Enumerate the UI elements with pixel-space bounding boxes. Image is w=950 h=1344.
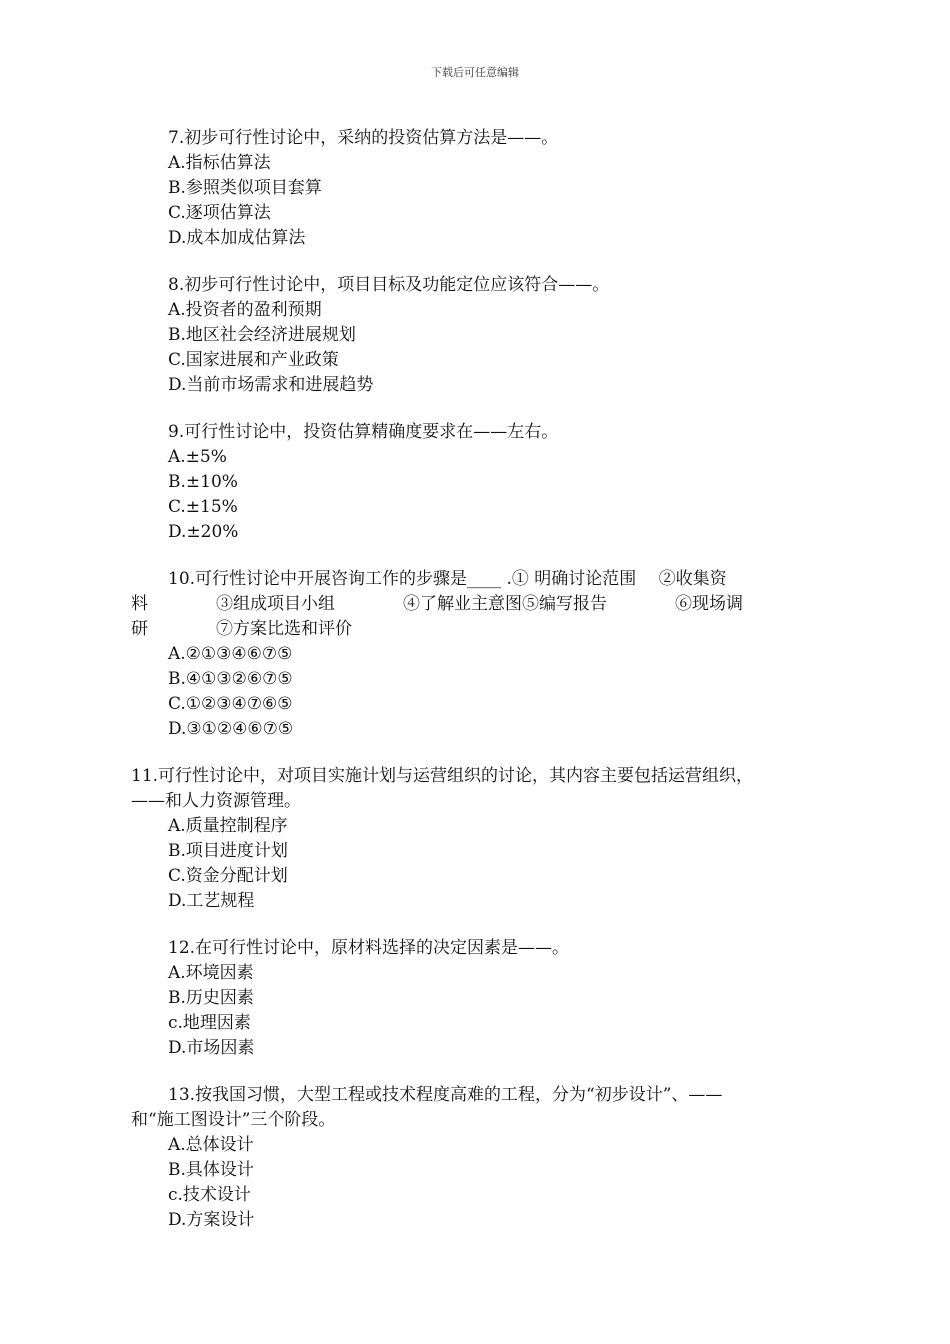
question-11 <box>131 764 821 914</box>
question-stem: 8.初步可行性讨论中，项目目标及功能定位应该符合——。 <box>168 275 610 295</box>
page-header: 下载后可任意编辑 <box>431 66 519 79</box>
document-body <box>131 126 821 1233</box>
option-d: D.当前市场需求和进展趋势 <box>168 375 374 395</box>
option-b: B.参照类似项目套算 <box>168 178 322 198</box>
question-stem-line-2: ——和人力资源管理。 <box>131 791 301 811</box>
option-d: D.工艺规程 <box>168 891 255 911</box>
option-d: D.市场因素 <box>168 1038 255 1058</box>
question-8 <box>131 273 821 398</box>
question-13 <box>131 1083 821 1233</box>
option-c: c.技术设计 <box>168 1185 251 1205</box>
option-c: C.资金分配计划 <box>168 866 288 886</box>
question-12 <box>131 936 821 1061</box>
option-d: D.③①②④⑥⑦⑤ <box>168 719 294 739</box>
option-b: B.历史因素 <box>168 988 254 1008</box>
option-b: B.地区社会经济进展规划 <box>168 325 356 345</box>
option-c: C.国家进展和产业政策 <box>168 350 339 370</box>
question-stem-line-1: 11.可行性讨论中，对项目实施计划与运营组织的讨论，其内容主要包括运营组织， <box>131 766 754 786</box>
option-a: A.±5% <box>168 447 227 467</box>
option-b: B.具体设计 <box>168 1160 254 1180</box>
option-c: C.±15% <box>168 497 238 517</box>
option-a: A.投资者的盈利预期 <box>168 300 322 320</box>
option-d: D.±20% <box>168 522 239 542</box>
option-d: D.成本加成估算法 <box>168 228 306 248</box>
option-d: D.方案设计 <box>168 1210 255 1230</box>
option-a: A.总体设计 <box>168 1135 254 1155</box>
option-c: C.逐项估算法 <box>168 203 271 223</box>
option-b: B.④①③②⑥⑦⑤ <box>168 669 293 689</box>
option-a: A.质量控制程序 <box>168 816 288 836</box>
question-stem-line-2: 料 ③组成项目小组 ④了解业主意图⑤编写报告 ⑥现场调 <box>131 594 743 614</box>
option-a: A.②①③④⑥⑦⑤ <box>168 644 293 664</box>
option-a: A.环境因素 <box>168 963 254 983</box>
question-stem-line-2: 和“施工图设计”三个阶段。 <box>131 1110 336 1130</box>
question-stem: 7.初步可行性讨论中，采纳的投资估算方法是——。 <box>168 128 559 148</box>
question-stem-line-1: 10.可行性讨论中开展咨询工作的步骤是____ .① 明确讨论范围 ②收集资 <box>168 569 727 589</box>
option-c: C.①②③④⑦⑥⑤ <box>168 694 293 714</box>
question-stem-line-1: 13.按我国习惯，大型工程或技术程度高难的工程，分为“初步设计”、—— <box>168 1085 723 1105</box>
question-7 <box>131 126 821 251</box>
question-stem: 9.可行性讨论中，投资估算精确度要求在——左右。 <box>168 422 559 442</box>
question-9 <box>131 420 821 545</box>
option-b: B.±10% <box>168 472 238 492</box>
question-stem-line-3: 研 ⑦方案比选和评价 <box>131 619 352 639</box>
option-c: c.地理因素 <box>168 1013 251 1033</box>
question-stem: 12.在可行性讨论中，原材料选择的决定因素是——。 <box>168 938 570 958</box>
option-a: A.指标估算法 <box>168 153 271 173</box>
question-10 <box>131 567 821 742</box>
option-b: B.项目进度计划 <box>168 841 288 861</box>
